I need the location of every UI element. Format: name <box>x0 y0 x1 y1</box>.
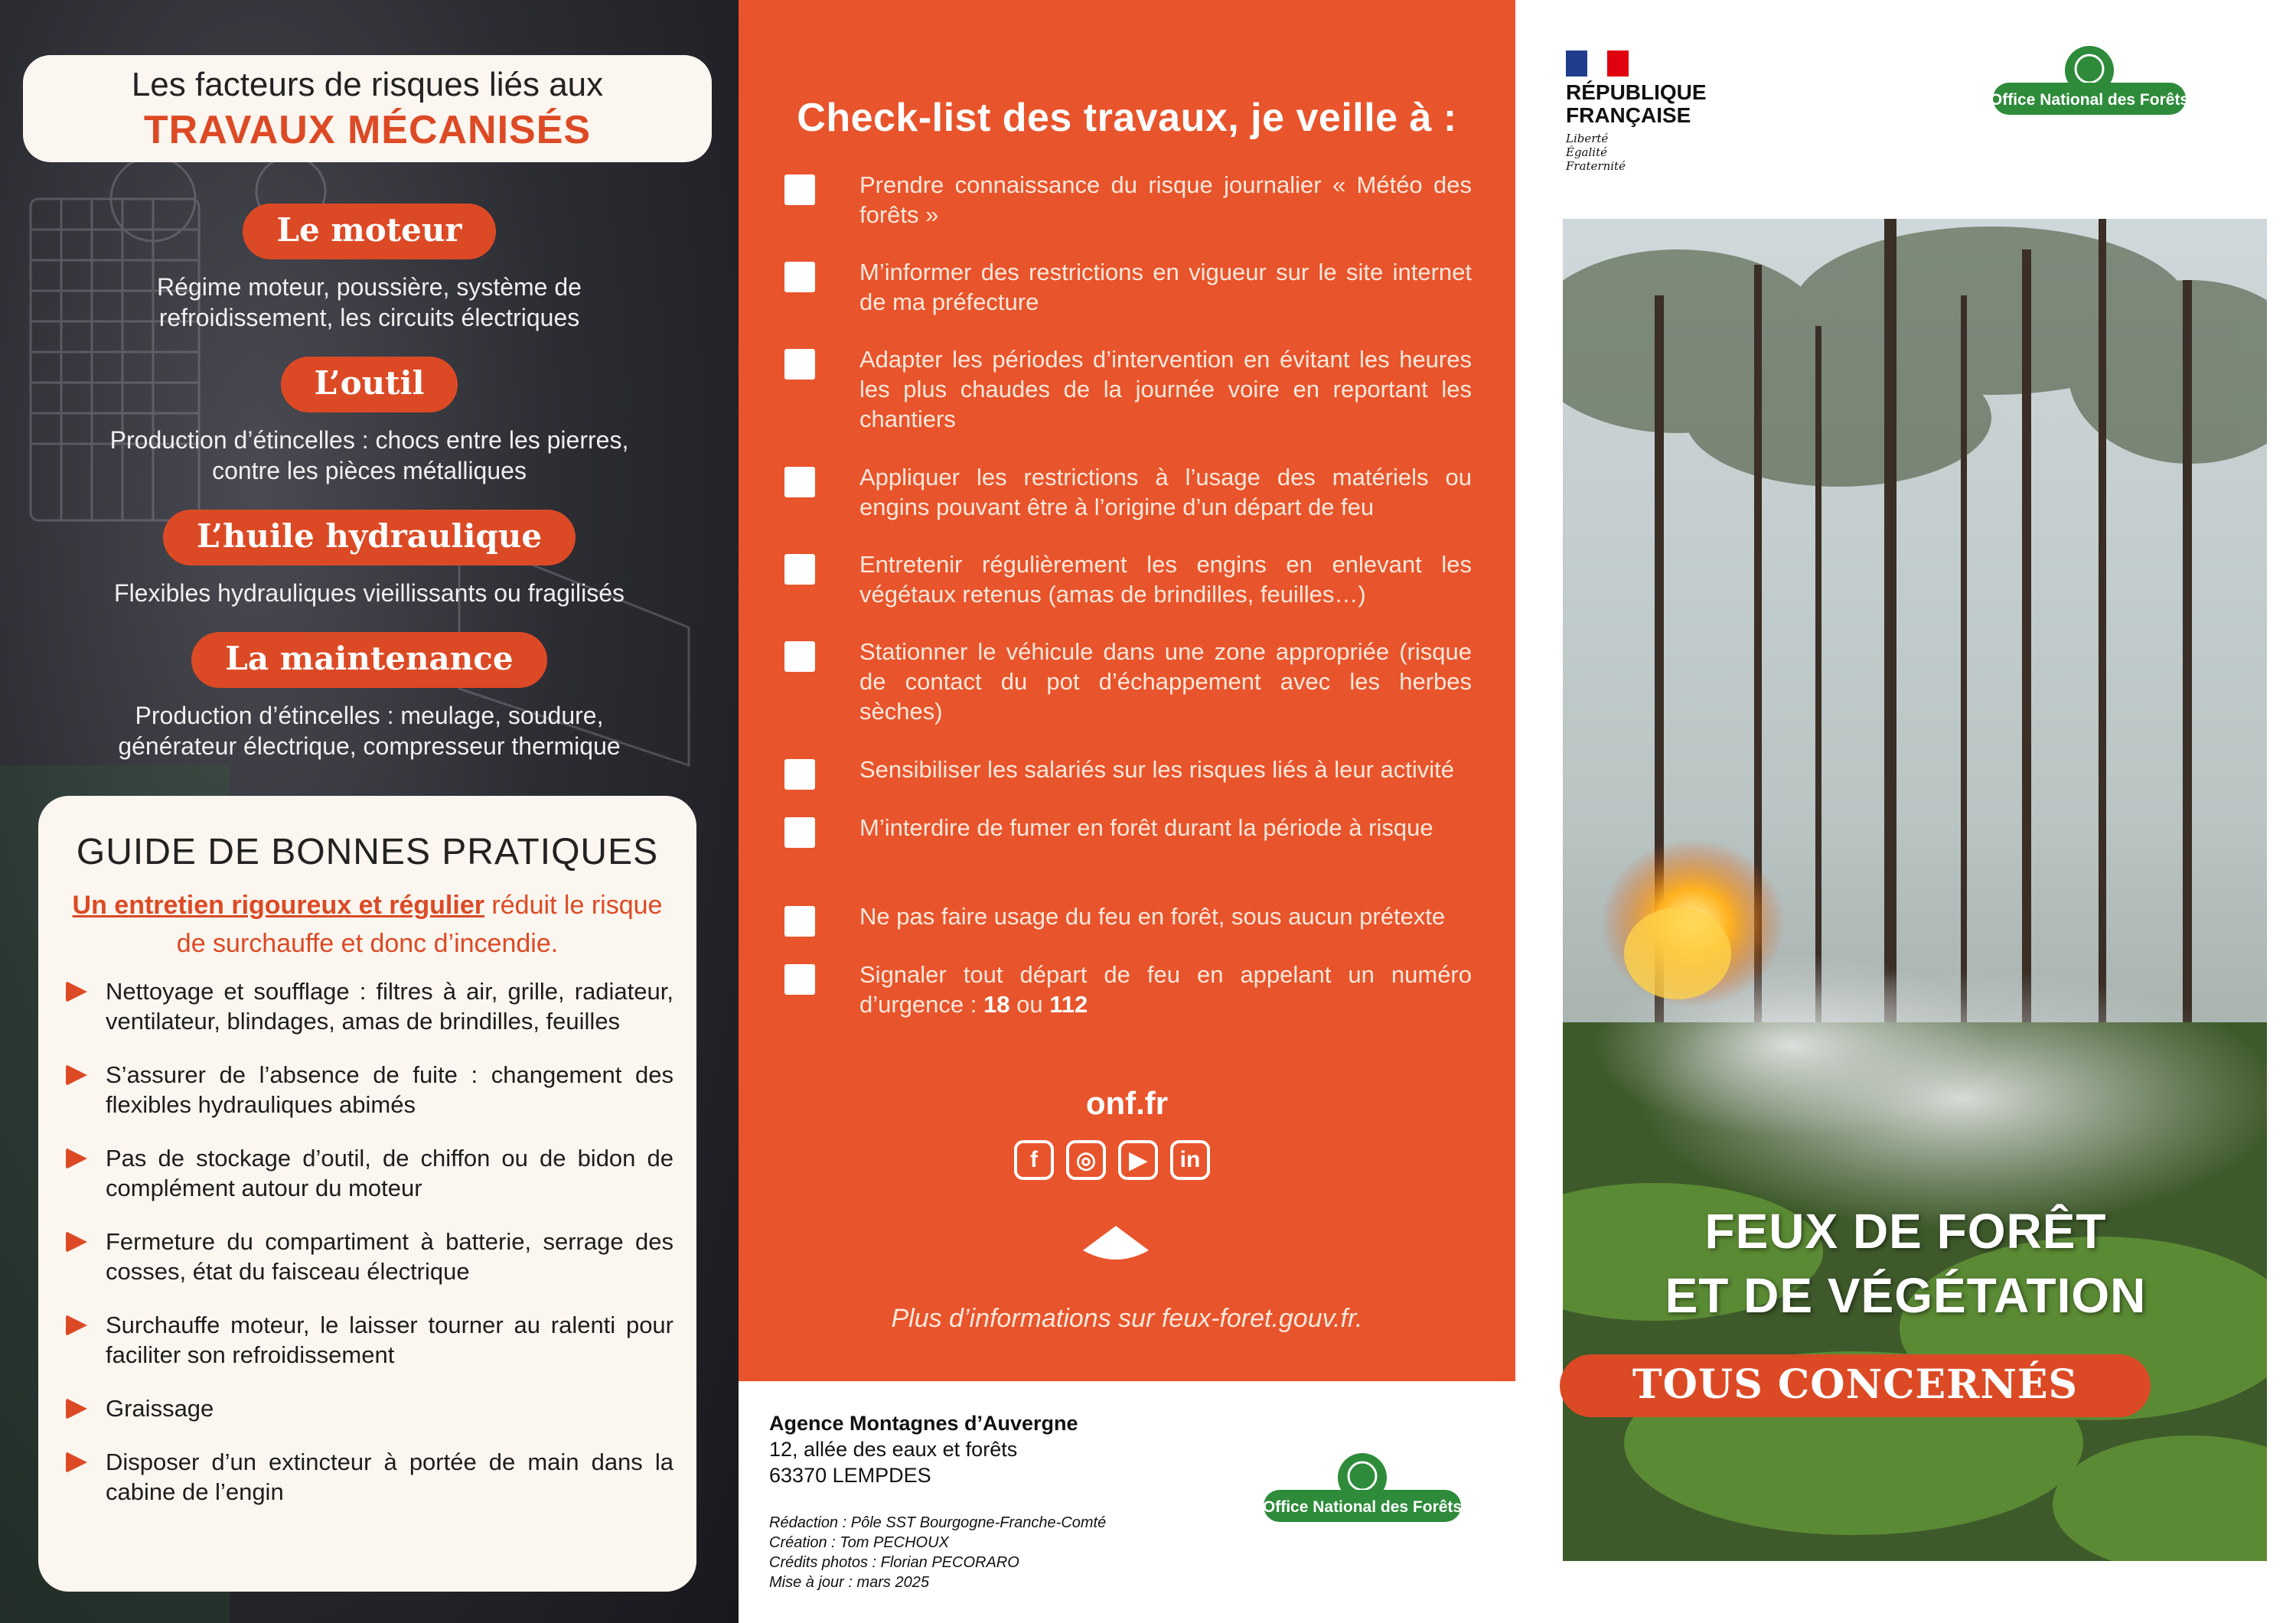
factor-description: Régime moteur, poussière, système de refroidissement, les circuits électriques <box>157 273 582 331</box>
checkbox[interactable] <box>784 964 815 995</box>
factor-engine <box>0 204 739 333</box>
checkbox[interactable] <box>784 262 815 292</box>
risk-title-card <box>23 55 712 162</box>
factor-description: Production d’étincelles : chocs entre les pierres, contre les pièces métalliques <box>109 426 629 484</box>
instagram-icon[interactable]: ◎ <box>1066 1140 1106 1180</box>
checkbox[interactable] <box>784 349 815 380</box>
agency-address-line2: 63370 LEMPDES <box>769 1464 931 1487</box>
list-item: Fermeture du compartiment à batterie, serrage des cosses, état du faisceau électrique <box>61 1227 673 1286</box>
bullet-arrow-icon <box>66 1148 87 1169</box>
bullet-arrow-icon <box>66 1231 87 1253</box>
factor-maintenance <box>0 632 739 761</box>
checkbox[interactable] <box>784 467 815 497</box>
checkbox[interactable] <box>784 641 815 672</box>
checkbox[interactable] <box>784 759 815 790</box>
checklist-panel: Check-list des travaux, je veille à : Prendre connaissance du risque journalier « Météo des forêts » M’informer des restrictions en vigueur sur le site internet de ma préfecture Adapter les périodes d’intervention en évitant les heures les plus chaudes de la journée voire en reportant les chantiers Appliquer les restrictions à l’usage des matériels ou engins pouvant être à l’origine d’un départ de feu Entretenir régulièrement les engins en enlevant les végétaux retenus (amas de brindilles, feuilles…) Stationner le véhicule dans une zone appropriée (risque de contact du pot d’échappement avec les herbes sèches) Sensibiliser les salariés sur les risques liés à leur activité M’interdire de fumer en forêt durant la période à risque Ne pas faire usage du feu en forêt, sous aucun prétexte Signaler tout départ de feu en appelant un numéro d’urgence : 18 ou 112 onf.fr f ◎ ▶ in Plus d’informations sur feux-foret.gouv.fr. <box>739 0 1515 1381</box>
bullet-arrow-icon <box>66 1315 87 1336</box>
list-item: Surchauffe moteur, le laisser tourner au ralenti pour faciliter son refroidissement <box>61 1310 673 1370</box>
onf-logo <box>1990 43 2189 119</box>
onf-logo-label: Office National des Forêts <box>1262 1498 1463 1516</box>
risk-title-line2: TRAVAUX MÉCANISÉS <box>143 108 592 152</box>
factor-label: L’outil <box>281 357 458 412</box>
factor-tool <box>0 357 739 486</box>
agency-name: Agence Montagnes d’Auvergne <box>769 1412 1078 1435</box>
agency-footer <box>739 1381 1515 1623</box>
risk-title-line1: Les facteurs de risques liés aux <box>131 66 604 103</box>
website-link[interactable]: onf.fr <box>1085 1085 1169 1121</box>
bullet-arrow-icon <box>66 1064 87 1086</box>
social-links <box>1014 1140 1210 1180</box>
risk-factors-panel <box>0 0 739 1623</box>
good-practices-title: GUIDE DE BONNES PRATIQUES <box>76 832 659 872</box>
checkbox[interactable] <box>784 554 815 585</box>
onf-logo <box>1259 1450 1466 1527</box>
republic-motto: Liberté Égalité Fraternité <box>1566 132 1626 173</box>
checkbox[interactable] <box>784 817 815 848</box>
factor-description: Production d’étincelles : meulage, soudure, générateur électrique, compresseur thermique <box>118 702 621 760</box>
bullet-arrow-icon <box>66 1452 87 1473</box>
good-practices-intro: Un entretien rigoureux et régulier réduit le risque de surchauffe et donc d’incendie. <box>72 891 663 958</box>
factor-hydraulic-oil <box>0 510 739 608</box>
republique-francaise-label: RÉPUBLIQUE FRANÇAISE <box>1566 80 1707 127</box>
checklist-title: Check-list des travaux, je veille à : <box>797 96 1457 140</box>
linkedin-icon[interactable]: in <box>1170 1140 1210 1180</box>
facebook-icon[interactable]: f <box>1014 1140 1054 1180</box>
youtube-icon[interactable]: ▶ <box>1118 1140 1158 1180</box>
list-item: Disposer d’un extincteur à portée de main dans la cabine de l’engin <box>61 1447 673 1507</box>
checkbox[interactable] <box>784 174 815 205</box>
credits: Rédaction : Pôle SST Bourgogne-Franche-Comté Création : Tom PECHOUX Crédits photos : Florian PECORARO Mise à jour : mars 2025 <box>769 1514 1107 1591</box>
onf-logo-label: Office National des Forêts <box>1990 91 2189 109</box>
marianne-flag-icon <box>1566 51 1629 77</box>
list-item: Graissage <box>61 1393 673 1423</box>
cover-panel <box>1515 0 2296 1623</box>
more-info-link[interactable]: Plus d’informations sur feux-foret.gouv.fr. <box>891 1304 1363 1333</box>
checkbox[interactable] <box>784 906 815 937</box>
good-practices-list <box>61 976 673 1530</box>
bullet-arrow-icon <box>66 1398 87 1419</box>
list-item: Pas de stockage d’outil, de chiffon ou de bidon de complément autour du moteur <box>61 1143 673 1203</box>
factor-label: Le moteur <box>243 204 495 259</box>
bullet-arrow-icon <box>66 981 87 1002</box>
factor-description: Flexibles hydrauliques vieillissants ou fragilisés <box>114 579 625 607</box>
cover-tagline: TOUS CONCERNÉS <box>1560 1354 2151 1417</box>
good-practices-card <box>38 796 696 1592</box>
factor-label: L’huile hydraulique <box>163 510 576 565</box>
cover-title-line1: FEUX DE FORÊT <box>1704 1204 2107 1259</box>
cover-title-line2: ET DE VÉGÉTATION <box>1665 1268 2147 1323</box>
list-item: Nettoyage et soufflage : filtres à air, grille, radiateur, ventilateur, blindages, amas de brindilles, feuilles <box>61 976 673 1036</box>
list-item: S’assurer de l’absence de fuite : changement des flexibles hydrauliques abimés <box>61 1060 673 1119</box>
factor-label: La maintenance <box>191 632 546 688</box>
fan-logo-icon <box>1081 1224 1150 1264</box>
agency-address-line1: 12, allée des eaux et forêts <box>769 1438 1018 1461</box>
